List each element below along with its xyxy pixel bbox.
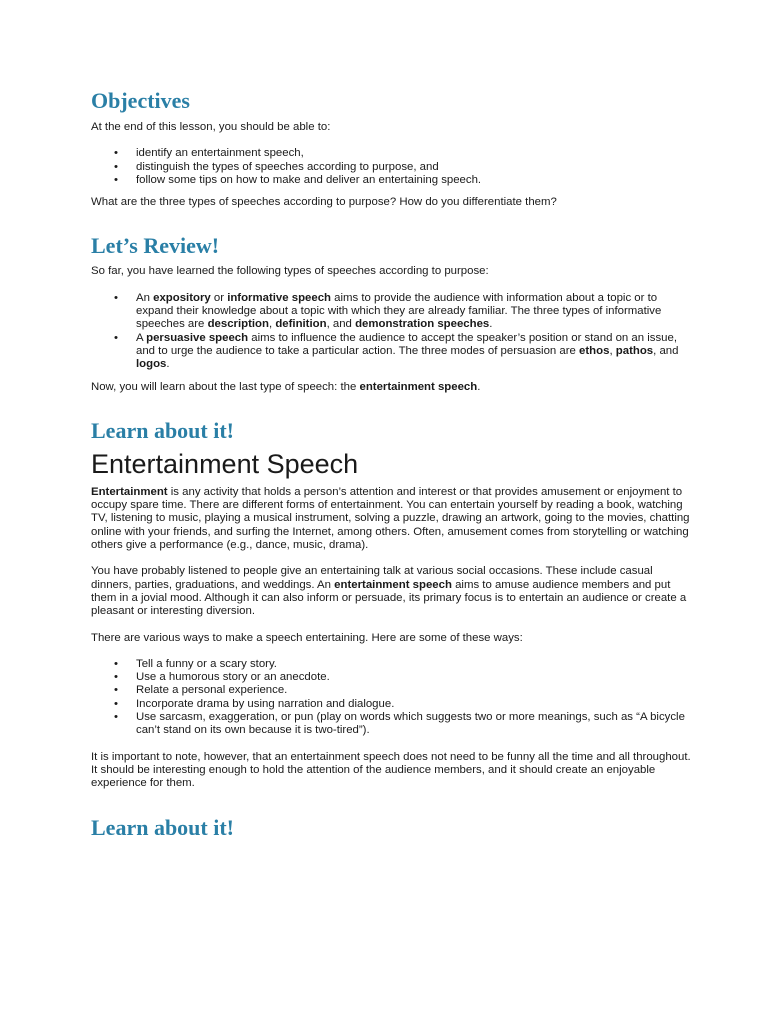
learn-heading-2: Learn about it! xyxy=(91,814,234,840)
list-item: • Use a humorous story or an anecdote. xyxy=(91,671,691,684)
review-heading: Let’s Review! xyxy=(91,233,220,259)
entertainment-definition: Entertainment is any activity that holds a person’s attention and interest or that provides amusement or enjoyment to occupy spare time. There are different forms of entertainment. You can entertain yourself by reading a book, watching TV, listening to music, playing a musical instrument, solving a puzzle, drawing an artwork, going to the movies, chatting online with your friends, and surfing the Internet, among others. Often, amusement comes from storytelling or watching others give a performance (e.g., dance, music, drama). xyxy=(91,485,690,552)
review-list xyxy=(91,292,691,372)
list-item: • A persuasive speech aims to influence the audience to accept the speaker’s position or stand on an issue, and to urge the audience to take a particular action. The three modes of persuasion are ethos, pathos, and logos. xyxy=(91,332,691,372)
list-item: • Relate a personal experience. xyxy=(91,684,691,697)
list-item: • An expository or informative speech aims to provide the audience with information about a topic or to expand their knowledge about a topic with which they are already familiar. The three types of informative speeches are description, definition, and demonstration speeches. xyxy=(91,292,691,332)
page-title: Entertainment Speech xyxy=(91,448,359,479)
list-item: • Use sarcasm, exaggeration, or pun (play on words which suggests two or more meanings, such as “A bicycle can’t stand on its own because it is two-tired”). xyxy=(91,711,691,738)
document-page xyxy=(91,88,691,841)
list-item: • Incorporate drama by using narration and dialogue. xyxy=(91,698,691,711)
objectives-question: What are the three types of speeches according to purpose? How do you differentiate them? xyxy=(91,196,557,209)
review-now: Now, you will learn about the last type of speech: the entertainment speech. xyxy=(91,380,481,393)
list-item: • distinguish the types of speeches according to purpose, and xyxy=(91,161,691,174)
objectives-list xyxy=(91,147,691,187)
list-item: • follow some tips on how to make and deliver an entertaining speech. xyxy=(91,174,691,187)
ways-list xyxy=(91,658,691,738)
list-item: • identify an entertainment speech, xyxy=(91,147,691,160)
learn-heading: Learn about it! xyxy=(91,417,234,443)
ways-intro: There are various ways to make a speech entertaining. Here are some of these ways: xyxy=(91,631,523,644)
review-intro: So far, you have learned the following types of speeches according to purpose: xyxy=(91,265,489,278)
list-item: • Tell a funny or a scary story. xyxy=(91,658,691,671)
entertainment-speech-paragraph: You have probably listened to people give an entertaining talk at various social occasions. These include casual dinners, parties, graduations, and weddings. An entertainment speech aims to amuse audience members and put them in a jovial mood. Although it can also inform or persuade, its primary focus is to entertain an audience or create a pleasant or interesting diversion. xyxy=(91,565,687,618)
objectives-heading: Objectives xyxy=(91,88,190,113)
closing-note: It is important to note, however, that an entertainment speech does not need to be funny all the time and all throughout. It should be interesting enough to hold the attention of the audience members, and it should create an enjoyable experience for them. xyxy=(91,750,691,790)
objectives-intro: At the end of this lesson, you should be able to: xyxy=(91,121,331,133)
